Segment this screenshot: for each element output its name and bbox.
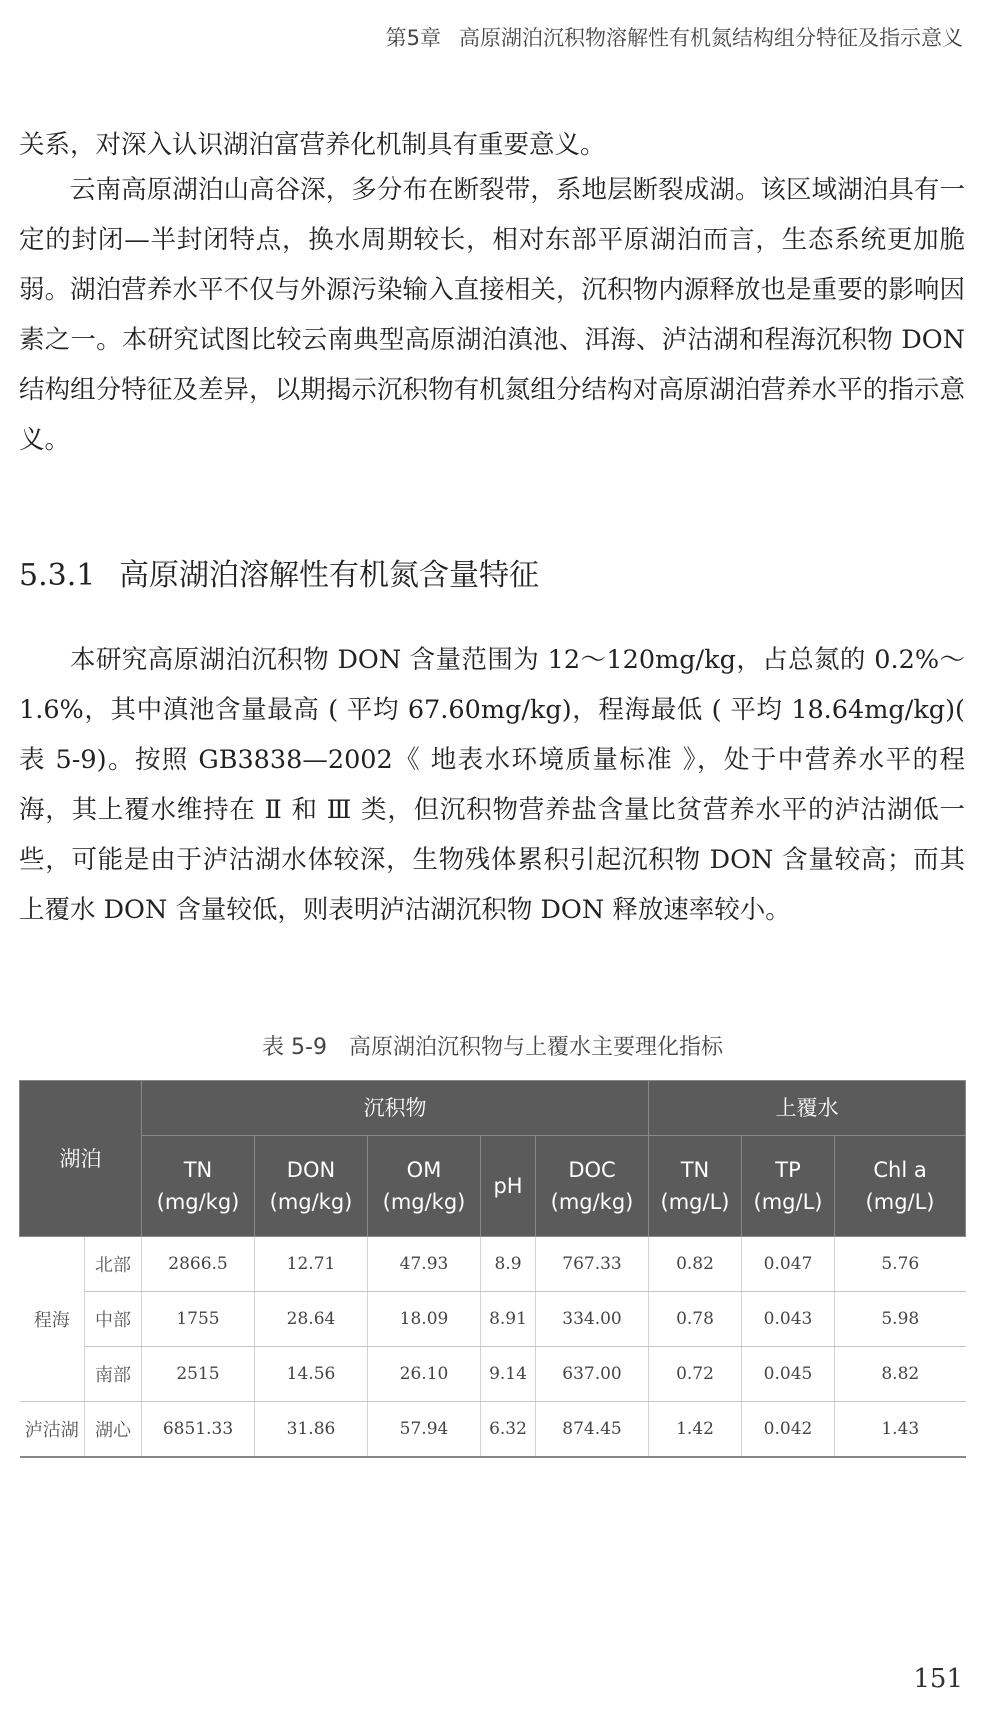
table-row (20, 1292, 966, 1347)
column-name: Chl a (873, 1158, 927, 1182)
value-cell: 0.82 (649, 1237, 742, 1292)
column-unit: (mg/L) (753, 1190, 823, 1214)
sediment-group-header: 沉积物 (142, 1081, 649, 1136)
paragraph-yunnan-lakes: 云南高原湖泊山高谷深，多分布在断裂带，系地层断裂成湖。该区域湖泊具有一定的封闭—半封闭特点，换水周期较长，相对东部平原湖泊而言，生态系统更加脆弱。湖泊营养水平不仅与外源污染输入直接相关，沉积物内源释放也是重要的影响因素之一。本研究试图比较云南典型高原湖泊滇池、洱海、泸沽湖和程海沉积物 DON 结构组分特征及差异，以期揭示沉积物有机氮组分结构对高原湖泊营养水平的指示意义。 (19, 175, 965, 455)
value-cell: 8.9 (481, 1237, 536, 1292)
column-header (536, 1136, 649, 1237)
value-cell: 14.56 (255, 1347, 368, 1402)
value-cell: 0.78 (649, 1292, 742, 1347)
table-caption (0, 1030, 985, 1061)
value-cell: 6.32 (481, 1402, 536, 1458)
column-header (835, 1136, 966, 1237)
table-body (20, 1237, 966, 1458)
value-cell: 12.71 (255, 1237, 368, 1292)
overlying-water-group-header: 上覆水 (649, 1081, 966, 1136)
value-cell: 0.045 (742, 1347, 835, 1402)
value-cell: 1.42 (649, 1402, 742, 1458)
value-cell: 2866.5 (142, 1237, 255, 1292)
table-row (20, 1237, 966, 1292)
column-header (142, 1136, 255, 1237)
column-name: OM (406, 1158, 442, 1182)
column-header (649, 1136, 742, 1237)
value-cell: 26.10 (368, 1347, 481, 1402)
lake-column-header: 湖泊 (20, 1081, 142, 1237)
table-title: 高原湖泊沉积物与上覆水主要理化指标 (348, 1035, 723, 1060)
column-name: DON (286, 1158, 336, 1182)
lake-name-cell: 程海 (20, 1237, 85, 1402)
table-row (20, 1402, 966, 1458)
value-cell: 8.82 (835, 1347, 966, 1402)
value-cell: 6851.33 (142, 1402, 255, 1458)
lake-name-cell: 泸沽湖 (20, 1402, 85, 1458)
paragraph-don-content: 本研究高原湖泊沉积物 DON 含量范围为 12～120mg/kg，占总氮的 0.2%～1.6%，其中滇池含量最高 ( 平均 67.60mg/kg)，程海最低 ( 平均 18.64mg/kg)( 表 5-9)。按照 GB3838—2002《 地表水环境质量标准 》，处于中营养水平的程海，其上覆水维持在 Ⅱ 和 Ⅲ 类，但沉积物营养盐含量比贫营养水平的泸沽湖低一些，可能是由于泸沽湖水体较深，生物残体累积引起沉积物 DON 含量较高；而其上覆水 DON 含量较低，则表明泸沽湖沉积物 DON 释放速率较小。 (19, 645, 965, 925)
value-cell: 0.042 (742, 1402, 835, 1458)
location-cell: 中部 (85, 1292, 142, 1347)
value-cell: 8.91 (481, 1292, 536, 1347)
page-number: 151 (913, 1664, 963, 1694)
location-cell: 湖心 (85, 1402, 142, 1458)
column-name: DOC (568, 1158, 616, 1182)
value-cell: 18.09 (368, 1292, 481, 1347)
column-unit: (mg/kg) (156, 1190, 240, 1214)
value-cell: 334.00 (536, 1292, 649, 1347)
value-cell: 28.64 (255, 1292, 368, 1347)
column-name: TN (183, 1158, 213, 1182)
column-name: pH (493, 1174, 523, 1198)
value-cell: 637.00 (536, 1347, 649, 1402)
value-cell: 2515 (142, 1347, 255, 1402)
paragraph-continued: 关系，对深入认识湖泊富营养化机制具有重要意义。 (19, 130, 606, 160)
column-unit: (mg/L) (660, 1190, 730, 1214)
column-unit: (mg/L) (865, 1190, 935, 1214)
chapter-number: 第5章 (385, 26, 441, 50)
value-cell: 0.047 (742, 1237, 835, 1292)
value-cell: 5.98 (835, 1292, 966, 1347)
column-unit: (mg/kg) (382, 1190, 466, 1214)
value-cell: 874.45 (536, 1402, 649, 1458)
location-cell: 南部 (85, 1347, 142, 1402)
column-unit: (mg/kg) (269, 1190, 353, 1214)
value-cell: 5.76 (835, 1237, 966, 1292)
section-heading (19, 550, 539, 594)
column-header (742, 1136, 835, 1237)
column-header (255, 1136, 368, 1237)
column-unit: (mg/kg) (550, 1190, 634, 1214)
column-header-row (20, 1136, 966, 1237)
column-header (368, 1136, 481, 1237)
value-cell: 57.94 (368, 1402, 481, 1458)
location-cell: 北部 (85, 1237, 142, 1292)
table-number: 表 5-9 (262, 1035, 327, 1060)
column-header (481, 1136, 536, 1237)
running-header (386, 22, 963, 52)
table-row (20, 1347, 966, 1402)
column-name: TN (680, 1158, 710, 1182)
section-number: 5.3.1 (19, 558, 96, 593)
column-name: TP (775, 1158, 801, 1182)
value-cell: 0.043 (742, 1292, 835, 1347)
value-cell: 0.72 (649, 1347, 742, 1402)
value-cell: 47.93 (368, 1237, 481, 1292)
value-cell: 31.86 (255, 1402, 368, 1458)
chapter-title: 高原湖泊沉积物溶解性有机氮结构组分特征及指示意义 (459, 26, 963, 50)
value-cell: 9.14 (481, 1347, 536, 1402)
section-title: 高原湖泊溶解性有机氮含量特征 (119, 558, 539, 593)
value-cell: 1.43 (835, 1402, 966, 1458)
value-cell: 767.33 (536, 1237, 649, 1292)
value-cell: 1755 (142, 1292, 255, 1347)
lake-parameters-table (19, 1080, 966, 1458)
